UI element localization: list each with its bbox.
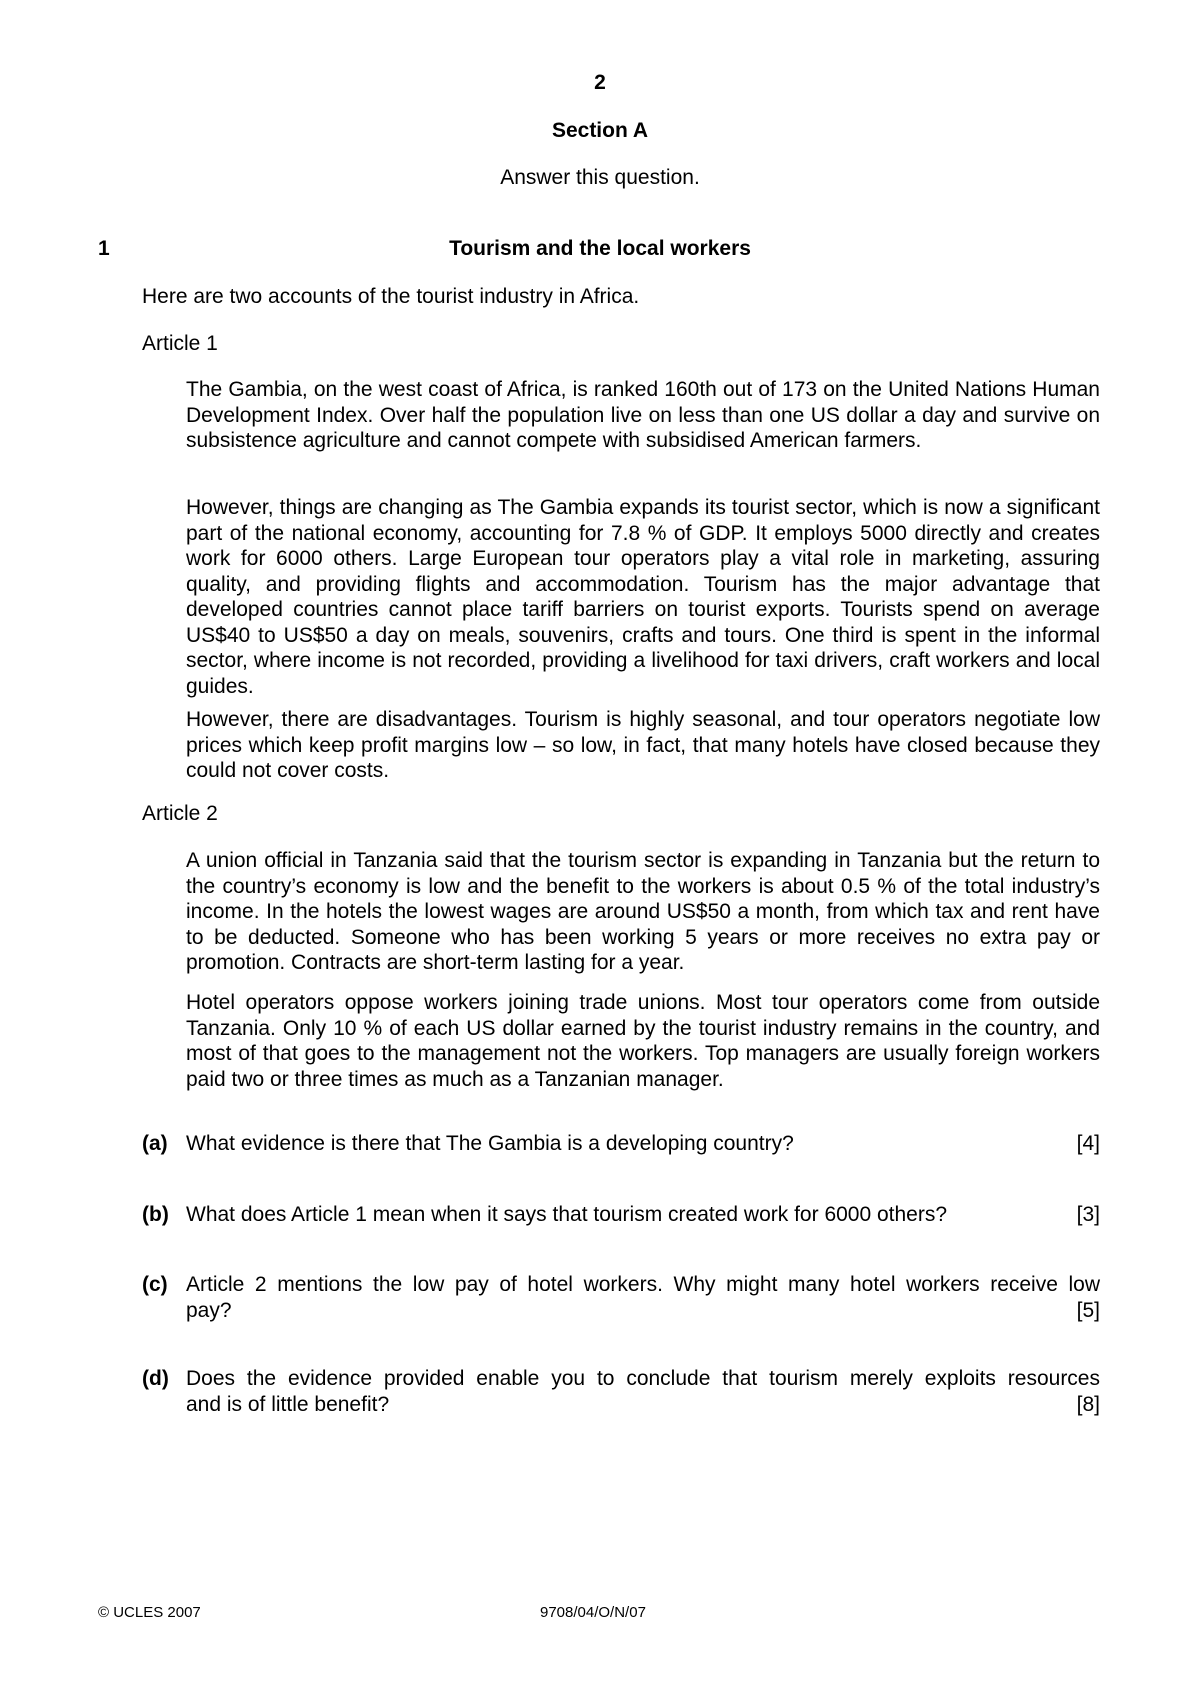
part-c-marks: [5] — [1076, 1298, 1100, 1322]
question-number: 1 — [98, 237, 110, 260]
part-c-text: Article 2 mentions the low pay of hotel workers. Why might many hotel workers receive low — [186, 1273, 1100, 1296]
part-a-text: What evidence is there that The Gambia is a developing country? — [186, 1132, 794, 1155]
instruction: Answer this question. — [500, 166, 700, 189]
article1-paragraph-3: However, there are disadvantages. Tourism is highly seasonal, and tour operators negotiate low prices which keep profit margins low – so low, in fact, that many hotels have closed because they could not cover costs. — [186, 708, 1100, 782]
footer-copyright: © UCLES 2007 — [98, 1604, 201, 1621]
question-title: Tourism and the local workers — [449, 237, 751, 260]
page-number: 2 — [594, 71, 606, 94]
part-d — [186, 1366, 1100, 1417]
part-d-text-cont: and is of little benefit? — [186, 1392, 390, 1416]
part-b-text: What does Article 1 mean when it says that tourism created work for 6000 others? — [186, 1203, 948, 1226]
part-a-marks: [4] — [1076, 1132, 1100, 1155]
footer-code: 9708/04/O/N/07 — [540, 1604, 646, 1621]
part-c-label: (c) — [142, 1273, 168, 1296]
part-c-text-cont: pay? — [186, 1298, 232, 1322]
part-d-marks: [8] — [1076, 1392, 1100, 1416]
article2-heading: Article 2 — [142, 802, 218, 825]
section-title: Section A — [551, 119, 649, 142]
part-b — [186, 1202, 1100, 1228]
part-c — [186, 1272, 1100, 1323]
part-a-label: (a) — [142, 1132, 168, 1155]
article1-heading: Article 1 — [142, 332, 218, 355]
part-a — [186, 1131, 1100, 1157]
article2-paragraph-2: Hotel operators oppose workers joining trade unions. Most tour operators come from outside Tanzania. Only 10 % of each US dollar earned by the tourist industry remains in the country, and most of that goes to the management not the workers. Top managers are usually foreign workers paid two or three times as much as a Tanzanian manager. — [186, 991, 1100, 1091]
part-b-marks: [3] — [1076, 1203, 1100, 1226]
article2-paragraph-1: A union official in Tanzania said that the tourism sector is expanding in Tanzania but the return to the country’s economy is low and the benefit to the workers is about 0.5 % of the total industry’s income. In the hotels the lowest wages are around US$50 a month, from which tax and rent have to be deducted. Someone who has been working 5 years or more receives no extra pay or promotion. Contracts are short-term lasting for a year. — [186, 849, 1100, 974]
article1-paragraph-2: However, things are changing as The Gambia expands its tourist sector, which is now a significant part of the national economy, accounting for 7.8 % of GDP. It employs 5000 directly and creates work for 6000 others. Large European tour operators play a vital role in marketing, assuring quality, and providing flights and accommodation. Tourism has the major advantage that developed countries cannot place tariff barriers on tourist exports. Tourists spend on average US$40 to US$50 a day on meals, souvenirs, crafts and tours. One third is spent in the informal sector, where income is not recorded, providing a livelihood for taxi drivers, craft workers and local guides. — [186, 496, 1100, 698]
question-intro: Here are two accounts of the tourist industry in Africa. — [142, 285, 640, 308]
part-d-text: Does the evidence provided enable you to conclude that tourism merely exploits resources — [186, 1367, 1100, 1390]
article1-paragraph-1: The Gambia, on the west coast of Africa, is ranked 160th out of 173 on the United Nations Human Development Index. Over half the population live on less than one US dollar a day and survive on subsistence agriculture and cannot compete with subsidised American farmers. — [186, 378, 1100, 452]
part-b-label: (b) — [142, 1203, 169, 1226]
part-d-label: (d) — [142, 1367, 169, 1390]
